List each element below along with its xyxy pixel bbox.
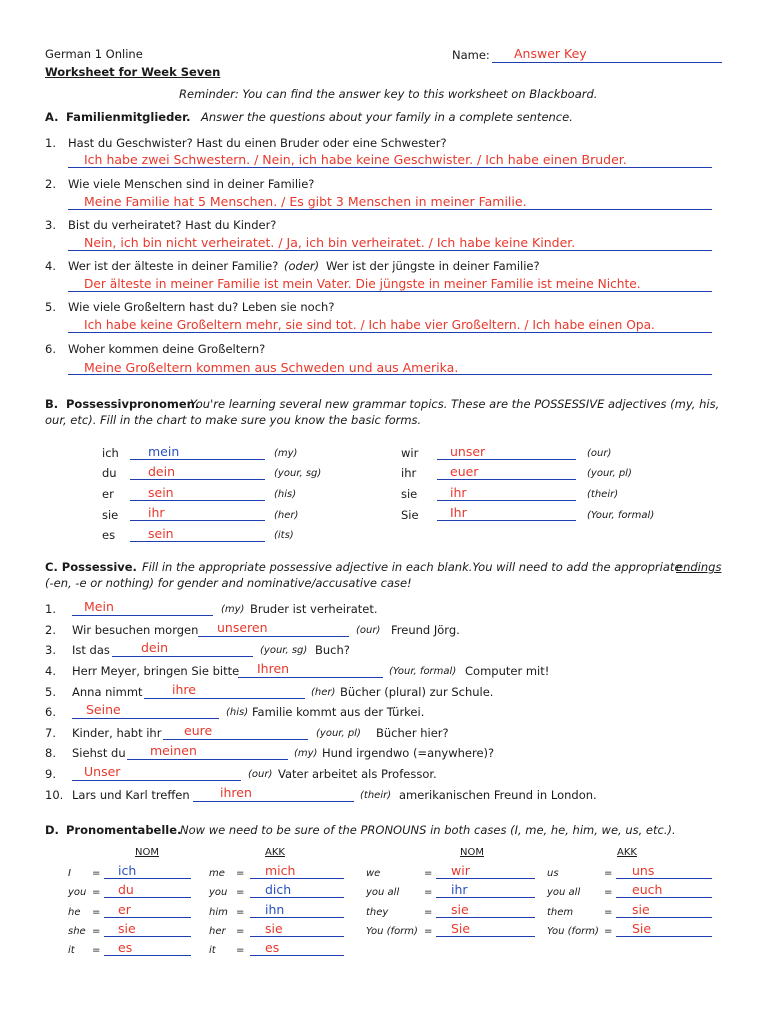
gloss: (my) [274,448,298,459]
blank-line [250,897,344,898]
question-text-a: Wer ist der älteste in deiner Familie? [68,259,279,273]
equals-sign: = [236,945,245,956]
equals-sign: = [92,907,101,918]
english-pronoun: her [209,926,226,937]
possessive-answer[interactable]: ihr [450,485,467,500]
question-number: 3. [45,218,56,232]
german-pronoun-answer[interactable]: es [265,940,280,955]
german-pronoun-answer[interactable]: Sie [632,921,652,936]
possessive-answer[interactable]: dein [148,464,176,479]
name-label: Name: [452,48,490,62]
german-pronoun-answer[interactable]: sie [632,902,650,917]
pronoun-label: Sie [401,508,419,522]
item-number: 1. [45,602,56,616]
blank-line [437,520,576,521]
blank-line [436,878,535,879]
question-text-b: Wer ist der jüngste in deiner Familie? [326,259,540,273]
question-or: (oder) [284,259,320,273]
item-text: Herr Meyer, bringen Sie bitte [72,664,240,678]
equals-sign: = [424,868,433,879]
english-pronoun: You (form) [366,926,418,937]
section-c-instruction-2: (-en, -e or nothing) for gender and nominative/accusative case! [45,576,412,590]
blank-line [112,656,253,657]
german-pronoun-answer[interactable]: sie [451,902,469,917]
equals-sign: = [604,907,613,918]
english-pronoun: you [68,887,87,898]
item-hint: (our) [248,769,273,780]
blank-line [104,936,191,937]
item-answer[interactable]: Mein [84,599,114,614]
german-pronoun-answer[interactable]: ich [118,863,137,878]
section-b-heading: Possessivpronomen. [66,397,200,411]
gloss: (its) [274,530,294,541]
equals-sign: = [236,907,245,918]
item-number: 9. [45,767,56,781]
possessive-answer[interactable]: sein [148,526,174,541]
answer-text[interactable]: Meine Großeltern kommen aus Schweden und aus Amerika. [84,360,459,375]
blank-line [104,955,191,956]
blank-line [437,500,576,501]
item-text: Ist das [72,643,110,657]
equals-sign: = [92,868,101,879]
column-akk: AKK [617,847,637,858]
blank-line [616,897,712,898]
german-pronoun-answer[interactable]: dich [265,882,292,897]
section-b-instruction-1: You're learning several new grammar topics. These are the POSSESSIVE adjectives (my, his, [190,397,720,411]
equals-sign: = [236,926,245,937]
section-b-instruction-2: our, etc). Fill in the chart to make sure you know the basic forms. [45,413,422,427]
equals-sign: = [604,868,613,879]
german-pronoun-answer[interactable]: es [118,940,133,955]
equals-sign: = [236,868,245,879]
item-text: Wir besuchen morgen [72,623,199,637]
gloss: (Your, formal) [587,510,655,521]
blank-line [127,759,288,760]
blank-line [130,459,265,460]
equals-sign: = [236,887,245,898]
item-hint: (Your, formal) [389,666,457,677]
german-pronoun-answer[interactable]: du [118,882,134,897]
item-answer[interactable]: dein [141,640,169,655]
blank-line [130,541,265,542]
german-pronoun-answer[interactable]: wir [451,863,470,878]
item-text: Kinder, habt ihr [72,726,162,740]
pronoun-label: wir [401,446,419,460]
item-text: Lars und Karl treffen [72,788,190,802]
blank-line [144,698,305,699]
item-hint: (your, pl) [316,728,361,739]
gloss: (her) [274,510,299,521]
pronoun-label: sie [102,508,119,522]
gloss: (your, sg) [274,468,322,479]
item-hint: (your, sg) [260,645,308,656]
item-number: 6. [45,705,56,719]
pronoun-label: du [102,466,117,480]
item-hint: (his) [226,707,249,718]
blank-line [130,500,265,501]
answer-line [68,209,712,210]
column-nom: NOM [460,847,484,858]
item-text: Vater arbeitet als Professor. [278,767,437,781]
section-b-letter: B. [45,397,59,411]
english-pronoun: it [68,945,75,956]
equals-sign: = [92,887,101,898]
reminder-text: Reminder: You can find the answer key to this worksheet on Blackboard. [179,87,598,101]
german-pronoun-answer[interactable]: sie [118,921,136,936]
possessive-answer[interactable]: sein [148,485,174,500]
pronoun-label: es [102,528,116,542]
item-text: Buch? [315,643,350,657]
answer-line [68,332,712,333]
item-number: 10. [45,788,64,802]
question-number: 5. [45,300,56,314]
blank-line [250,936,344,937]
section-c-instruction-1: Fill in the appropriate possessive adjective in each blank.You will need to add the appropriate [142,560,682,574]
column-akk: AKK [265,847,285,858]
equals-sign: = [424,926,433,937]
blank-line [437,479,576,480]
item-answer[interactable]: Unser [84,764,121,779]
english-pronoun: me [209,868,225,879]
german-pronoun-answer[interactable]: ihn [265,902,285,917]
item-answer[interactable]: ihre [172,682,196,697]
blank-line [72,780,241,781]
possessive-answer[interactable]: Ihr [450,505,467,520]
blank-line [250,955,344,956]
blank-line [616,917,712,918]
answer-text[interactable]: Ich habe zwei Schwestern. / Nein, ich habe keine Geschwister. / Ich habe einen Bruder. [84,152,627,167]
item-answer[interactable]: Seine [86,702,121,717]
possessive-answer[interactable]: euer [450,464,479,479]
name-value[interactable]: Answer Key [514,46,587,61]
question-text: Bist du verheiratet? Hast du Kinder? [68,218,277,232]
english-pronoun: you [209,887,228,898]
item-text: Computer mit! [465,664,550,678]
blank-line [104,917,191,918]
answer-line [68,250,712,251]
blank-line [193,801,354,802]
german-pronoun-answer[interactable]: ihr [451,882,468,897]
possessive-answer[interactable]: mein [148,444,180,459]
equals-sign: = [604,887,613,898]
blank-line [104,878,191,879]
blank-line [130,479,265,480]
english-pronoun: it [209,945,216,956]
equals-sign: = [92,926,101,937]
german-pronoun-answer[interactable]: Sie [451,921,471,936]
german-pronoun-answer[interactable]: mich [265,863,296,878]
item-answer[interactable]: unseren [217,620,268,635]
item-hint: (my) [221,604,245,615]
section-a-instruction: Answer the questions about your family in a complete sentence. [201,110,573,124]
item-answer[interactable]: eure [184,723,213,738]
item-text: Bruder ist verheiratet. [250,602,378,616]
section-d-instruction: Now we need to be sure of the PRONOUNS in both cases (I, me, he, him, we, us, etc.). [180,823,676,837]
english-pronoun: we [366,868,381,879]
section-a-heading: Familienmitglieder. [66,110,191,124]
pronoun-label: sie [401,487,418,501]
item-text: Anna nimmt [72,685,143,699]
item-text: Bücher (plural) zur Schule. [340,685,494,699]
pronoun-label: ich [102,446,119,460]
equals-sign: = [424,887,433,898]
blank-line [72,718,219,719]
english-pronoun: they [366,907,389,918]
section-c-heading: C. Possessive. [45,560,137,574]
blank-line [238,677,383,678]
pronoun-label: er [102,487,114,501]
answer-text[interactable]: Ich habe keine Großeltern mehr, sie sind tot. / Ich habe vier Großeltern. / Ich habe einen Opa. [84,318,655,332]
german-pronoun-answer[interactable]: er [118,902,131,917]
question-number: 2. [45,177,56,191]
pronoun-label: ihr [401,466,417,480]
item-text: Freund Jörg. [391,623,460,637]
question-text: Woher kommen deine Großeltern? [68,342,266,356]
english-pronoun: you all [366,887,400,898]
blank-line [130,520,265,521]
blank-line [104,897,191,898]
name-line [492,62,722,63]
item-text: amerikanischen Freund in London. [399,788,597,802]
item-number: 2. [45,623,56,637]
item-text: Siehst du [72,746,126,760]
item-hint: (her) [311,687,336,698]
question-text: Wie viele Großeltern hast du? Leben sie noch? [68,300,335,314]
blank-line [163,739,308,740]
english-pronoun: he [68,907,81,918]
english-pronoun: us [547,868,559,879]
item-hint: (our) [356,625,381,636]
item-answer[interactable]: ihren [220,785,252,800]
english-pronoun: them [547,907,574,918]
item-hint: (my) [294,748,318,759]
possessive-answer[interactable]: ihr [148,505,165,520]
question-number: 1. [45,136,56,150]
question-number: 6. [45,342,56,356]
answer-line [68,291,712,292]
gloss: (his) [274,489,297,500]
question-text: Wie viele Menschen sind in deiner Familie? [68,177,315,191]
english-pronoun: him [209,907,228,918]
gloss: (your, pl) [587,468,632,479]
answer-text[interactable]: Nein, ich bin nicht verheiratet. / Ja, ich bin verheiratet. / Ich habe keine Kinder. [84,235,576,250]
blank-line [198,636,349,637]
blank-line [436,936,535,937]
section-a-letter: A. [45,110,59,124]
blank-line [436,917,535,918]
blank-line [250,878,344,879]
item-text: Familie kommt aus der Türkei. [252,705,425,719]
gloss: (their) [587,489,619,500]
course-name: German 1 Online [45,47,143,61]
column-nom: NOM [135,847,159,858]
section-d-letter: D. [45,823,59,837]
german-pronoun-answer[interactable]: euch [632,882,663,897]
english-pronoun: you all [547,887,581,898]
item-number: 7. [45,726,56,740]
german-pronoun-answer[interactable]: sie [265,921,283,936]
equals-sign: = [604,926,613,937]
answer-text[interactable]: Der älteste in meiner Familie ist mein Vater. Die jüngste in meiner Familie ist meine Nichte. [84,277,641,291]
item-answer[interactable]: Ihren [257,661,290,676]
item-text: Hund irgendwo (=anywhere)? [322,746,495,760]
equals-sign: = [92,945,101,956]
item-number: 5. [45,685,56,699]
worksheet-title: Worksheet for Week Seven [45,65,221,79]
item-number: 8. [45,746,56,760]
english-pronoun: You (form) [547,926,599,937]
question-number: 4. [45,259,56,273]
item-text: Bücher hier? [376,726,449,740]
item-number: 3. [45,643,56,657]
possessive-answer[interactable]: unser [450,444,486,459]
blank-line [616,936,712,937]
question-text: Hast du Geschwister? Hast du einen Bruder oder eine Schwester? [68,136,447,150]
equals-sign: = [424,907,433,918]
blank-line [437,459,576,460]
section-c-endings: endings [676,560,722,574]
answer-line [68,167,712,168]
section-d-heading: Pronomentabelle. [66,823,182,837]
item-hint: (their) [360,790,392,801]
blank-line [72,615,213,616]
answer-text[interactable]: Meine Familie hat 5 Menschen. / Es gibt 3 Menschen in meiner Familie. [84,194,527,209]
blank-line [250,917,344,918]
item-answer[interactable]: meinen [150,743,197,758]
english-pronoun: she [68,926,86,937]
item-number: 4. [45,664,56,678]
blank-line [436,897,535,898]
german-pronoun-answer[interactable]: uns [632,863,655,878]
blank-line [616,878,712,879]
gloss: (our) [587,448,612,459]
english-pronoun: I [68,868,71,879]
